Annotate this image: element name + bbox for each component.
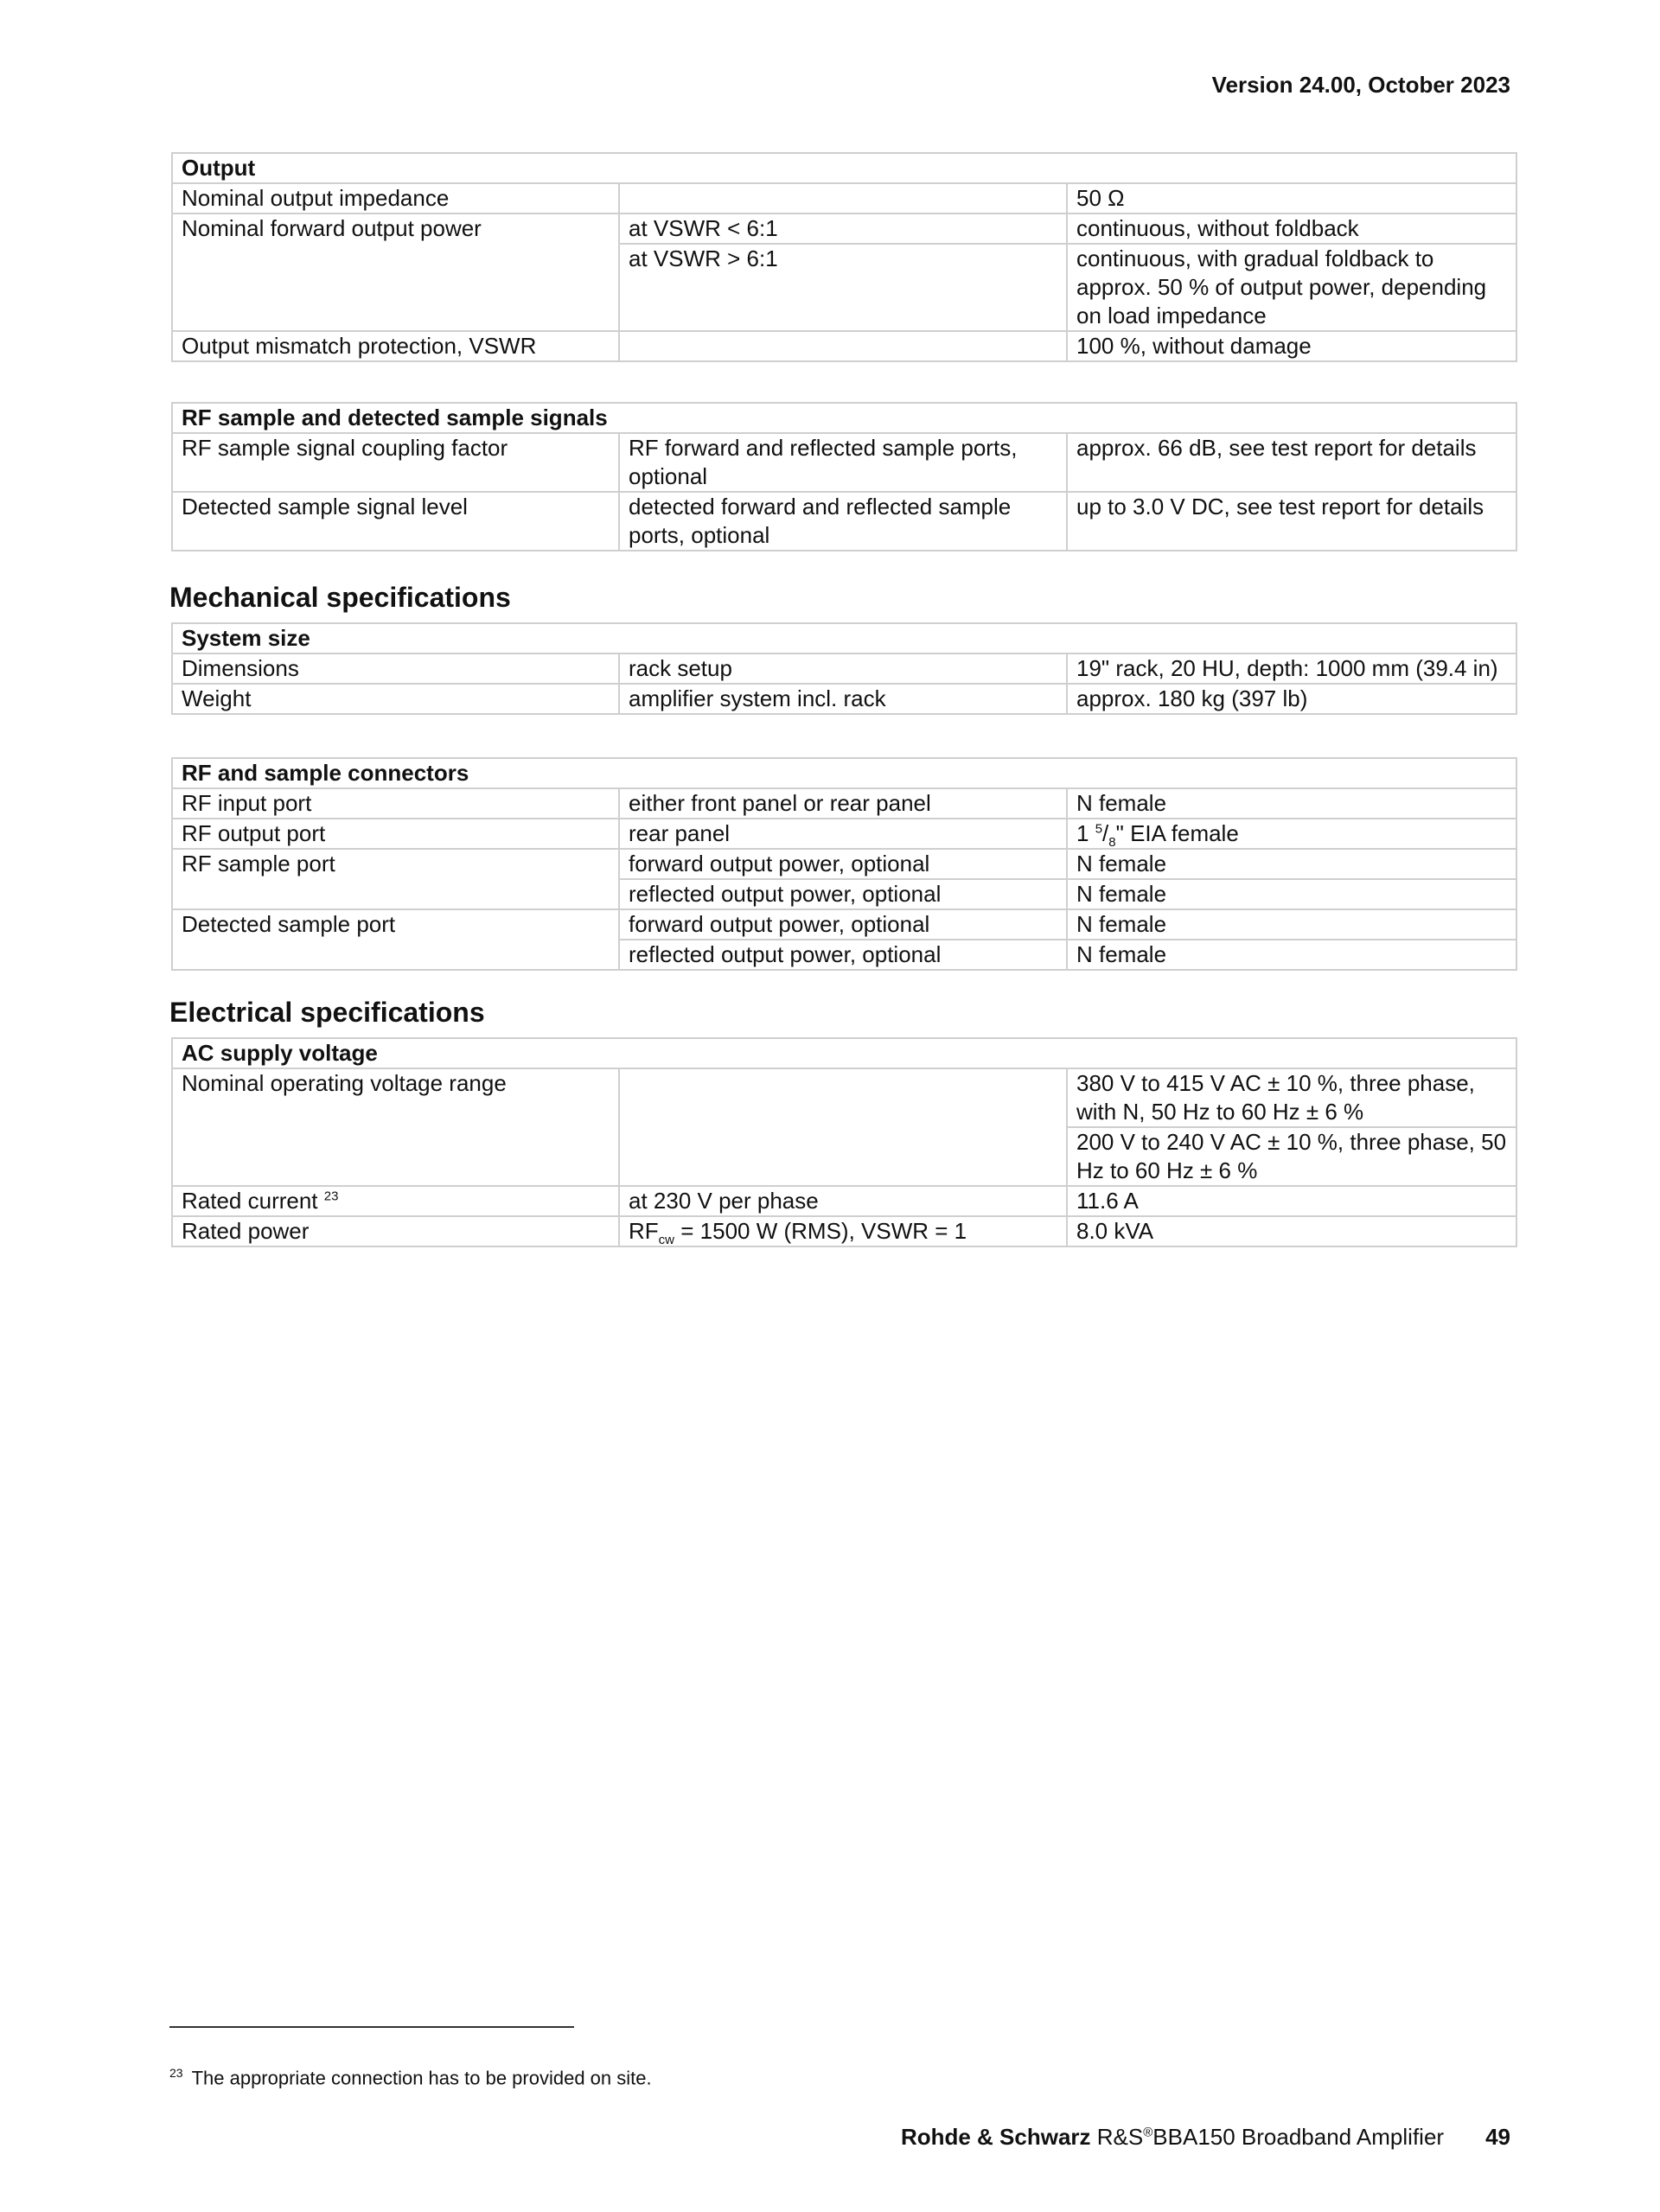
table-row [172,788,1516,819]
spec-value: 100 %, without damage [1067,331,1516,361]
page-footer [901,2123,1510,2151]
output-table [171,152,1517,362]
spec-value: N female [1067,940,1516,970]
spec-value: 380 V to 415 V AC ± 10 %, three phase, with N, 50 Hz to 60 Hz ± 6 % [1067,1068,1516,1127]
value-part: " EIA female [1115,820,1239,846]
spec-value: N female [1067,849,1516,879]
spec-label: Output mismatch protection, VSWR [172,331,619,361]
spec-label: RF sample signal coupling factor [172,433,619,492]
spec-value: up to 3.0 V DC, see test report for details [1067,492,1516,551]
footer-product-name: BBA150 Broadband Amplifier [1152,2124,1445,2150]
spec-label: Rated power [172,1216,619,1246]
system-size-table-block [171,622,1516,715]
connectors-table-block [171,757,1516,971]
spec-label: Nominal forward output power [172,214,619,331]
condition-part: = 1500 W (RMS), VSWR = 1 [674,1218,967,1244]
registered-mark: ® [1143,2125,1153,2140]
spec-condition [619,1216,1067,1246]
footnote-mark: 23 [169,2066,183,2080]
table-row [172,653,1516,684]
table-row [172,684,1516,714]
spec-condition: either front panel or rear panel [619,788,1067,819]
table-section-title: Output [172,153,1516,183]
mechanical-heading: Mechanical specifications [169,582,511,613]
spec-condition: RF forward and reflected sample ports, optional [619,433,1067,492]
table-section-title: RF sample and detected sample signals [172,403,1516,433]
spec-label: Dimensions [172,653,619,684]
subscript: cw [658,1233,675,1248]
ac-supply-table-block [171,1037,1516,1247]
spec-label: Detected sample signal level [172,492,619,551]
footnote-text: The appropriate connection has to be provided on site. [191,2067,652,2089]
footer-brand: Rohde & Schwarz [900,2124,1091,2150]
spec-condition: reflected output power, optional [619,940,1067,970]
table-row [172,183,1516,214]
fraction-numerator: 5 [1095,821,1103,837]
spec-value: continuous, without foldback [1067,214,1516,244]
spec-condition: forward output power, optional [619,849,1067,879]
table-row [172,849,1516,879]
spec-condition: reflected output power, optional [619,879,1067,909]
spec-condition: at VSWR > 6:1 [619,244,1067,331]
value-part: 1 [1076,820,1095,846]
rf-sample-table [171,402,1517,551]
spec-condition: amplifier system incl. rack [619,684,1067,714]
table-section-title: System size [172,623,1516,653]
table-row [172,1186,1516,1216]
system-size-table [171,622,1517,715]
table-row [172,1216,1516,1246]
spec-label: RF output port [172,819,619,849]
spec-condition [619,1068,1067,1186]
footnote-reference: 23 [323,1189,339,1204]
spec-condition: detected forward and reflected sample ports, optional [619,492,1067,551]
spec-value: N female [1067,879,1516,909]
spec-label: Weight [172,684,619,714]
electrical-heading: Electrical specifications [169,997,485,1028]
spec-condition: at VSWR < 6:1 [619,214,1067,244]
spec-value: continuous, with gradual foldback to approx. 50 % of output power, depending on load impedance [1067,244,1516,331]
spec-label: RF input port [172,788,619,819]
spec-condition: forward output power, optional [619,909,1067,940]
spec-condition: at 230 V per phase [619,1186,1067,1216]
output-table-block [171,152,1516,362]
footer-product-prefix: R&S [1090,2124,1144,2150]
table-row [172,1068,1516,1127]
table-row [172,492,1516,551]
spec-value: 11.6 A [1067,1186,1516,1216]
table-section-title: RF and sample connectors [172,758,1516,788]
connectors-table [171,757,1517,971]
spec-value: 50 Ω [1067,183,1516,214]
spec-value [1067,819,1516,849]
rf-sample-table-block [171,402,1516,551]
spec-label: Nominal operating voltage range [172,1068,619,1186]
table-row [172,433,1516,492]
spec-label [172,1186,619,1216]
spec-condition: rack setup [619,653,1067,684]
condition-part: RF [629,1218,659,1244]
fraction-denominator: 8 [1108,835,1116,851]
spec-value: 19" rack, 20 HU, depth: 1000 mm (39.4 in) [1067,653,1516,684]
spec-label: RF sample port [172,849,619,909]
ac-supply-table [171,1037,1517,1247]
spec-value: approx. 180 kg (397 lb) [1067,684,1516,714]
spec-value: approx. 66 dB, see test report for details [1067,433,1516,492]
spec-condition [619,331,1067,361]
page-number: 49 [1485,2124,1510,2150]
table-row [172,214,1516,244]
table-row [172,331,1516,361]
fraction-slash: / [1102,820,1109,846]
spec-value: N female [1067,909,1516,940]
spec-value: 200 V to 240 V AC ± 10 %, three phase, 50 Hz to 60 Hz ± 6 % [1067,1127,1516,1186]
spec-value: N female [1067,788,1516,819]
table-section-title: AC supply voltage [172,1038,1516,1068]
spec-label: Detected sample port [172,909,619,970]
spec-label: Nominal output impedance [172,183,619,214]
spec-condition [619,183,1067,214]
spec-value: 8.0 kVA [1067,1216,1516,1246]
footnote-divider [169,2026,574,2028]
table-row [172,909,1516,940]
label-text: Rated current [182,1188,324,1214]
document-version: Version 24.00, October 2023 [1211,72,1510,98]
footnote [169,2061,652,2090]
table-row [172,819,1516,849]
spec-condition: rear panel [619,819,1067,849]
